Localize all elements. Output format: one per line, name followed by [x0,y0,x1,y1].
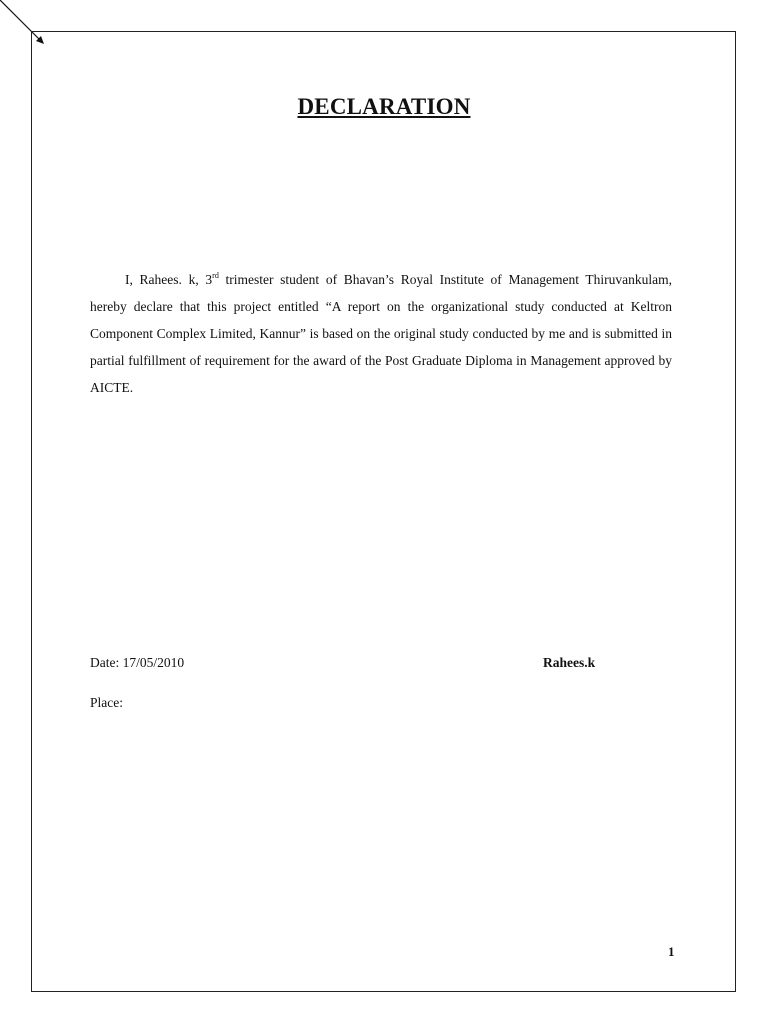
place-line: Place: [90,695,123,710]
date-line: Date: 17/05/2010 [90,655,185,670]
page-number: 1 [668,944,675,959]
ordinal-suffix: rd [212,271,219,280]
page-title: DECLARATION [297,94,471,119]
signature-name: Rahees.k [543,655,596,670]
page-border [31,31,736,992]
declaration-text-start: I, Rahees. k, 3 [125,272,213,287]
declaration-text-rest: trimester student of Bhavan’s Royal Institute of Management Thiruvankulam, hereby declare that this project entitled “A report on the organizational study conducted at Keltron Component Complex Limited, Kannur” is based on the original study conducted by me and is submitted in partial fulfillment of requirement for the award of the Post Graduate Diploma in Management approved by AICTE. [90,272,672,395]
declaration-paragraph [90,266,672,401]
